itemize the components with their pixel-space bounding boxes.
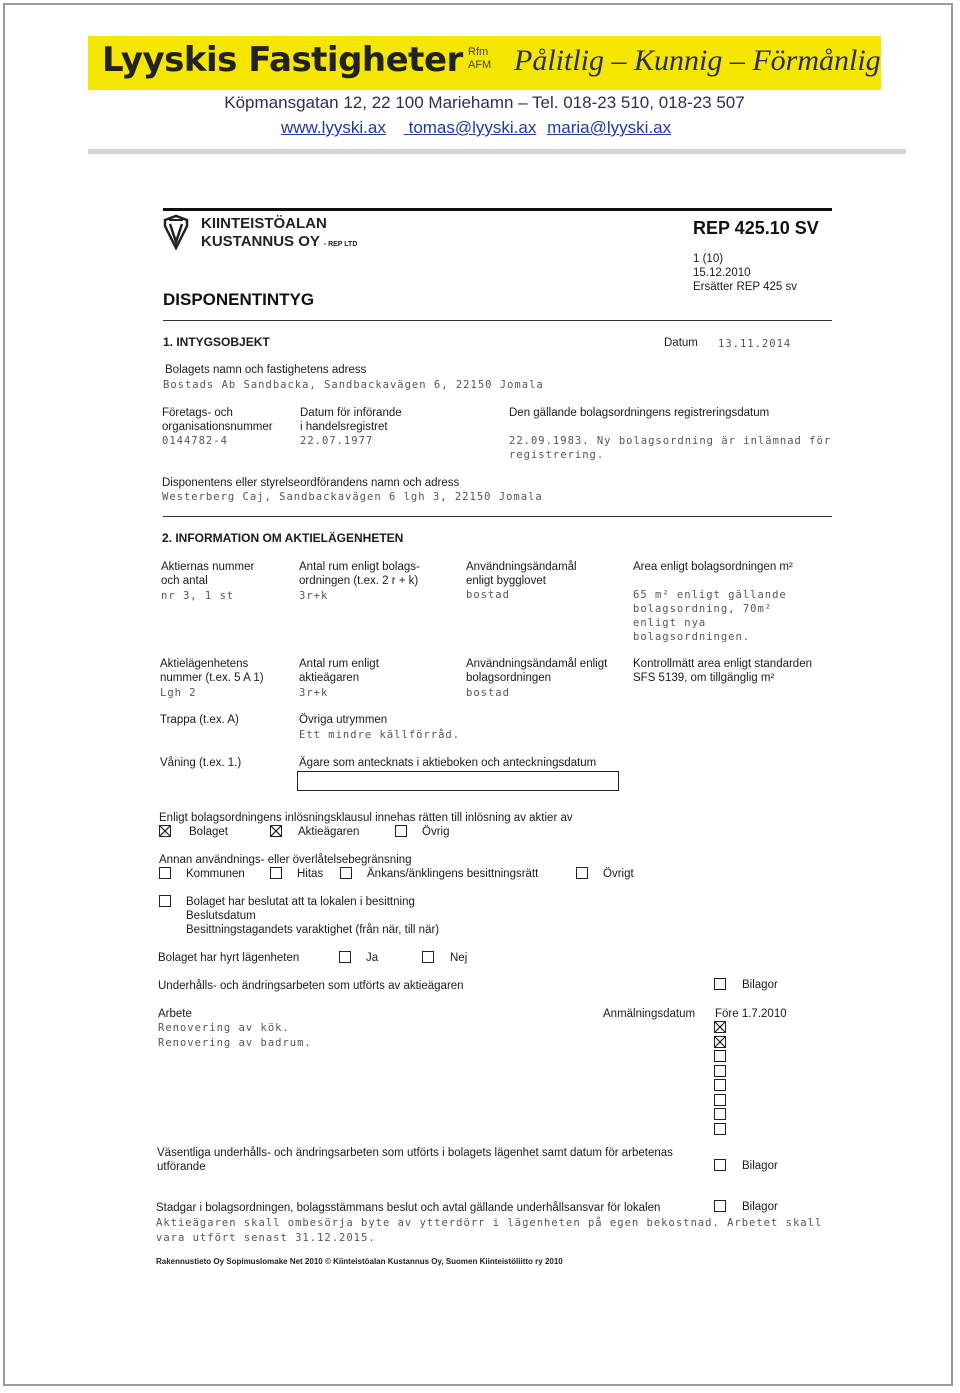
afm-line: AFM [468, 59, 492, 71]
checkbox-possession[interactable] [159, 895, 171, 907]
owner-field[interactable] [297, 771, 619, 791]
publisher-line-1: KIINTEISTÖALAN [201, 215, 327, 232]
publisher-line-2: KUSTANNUS OY [201, 233, 320, 250]
checkbox-ovrigt[interactable] [576, 867, 588, 879]
use2-label-1: Användningsändamål enligt [466, 658, 608, 670]
shares-value: nr 3, 1 st [161, 590, 235, 602]
before-date-label: Före 1.7.2010 [715, 1008, 787, 1020]
owner-label: Ägare som antecknats i aktieboken och anteckningsdatum [299, 757, 597, 769]
section-2-rule [163, 516, 832, 517]
notice-date-label: Anmälningsdatum [603, 1008, 696, 1020]
email-link-tomas[interactable]: tomas@lyyski.ax [408, 118, 537, 137]
form-replaces: Ersätter REP 425 sv [693, 281, 797, 293]
rooms2-label-2: aktieägaren [299, 672, 360, 684]
form-date: 15.12.2010 [693, 267, 751, 279]
company-label: Bolagets namn och fastighetens adress [165, 364, 367, 376]
redemption-label: Enligt bolagsordningens inlösningsklausul innehas rätten till inlösning av aktier av [159, 812, 573, 824]
rooms-label-2: ordningen (t.ex. 2 r + k) [299, 575, 419, 587]
decision-date-label: Beslutsdatum [186, 910, 256, 922]
website-link[interactable]: www.lyyski.ax [281, 118, 386, 137]
floor-label: Våning (t.ex. 1.) [160, 757, 242, 769]
label-bilagor-2: Bilagor [742, 1160, 778, 1172]
work-line-2: Renovering av badrum. [158, 1037, 312, 1049]
possession-label: Bolaget har beslutat att ta lokalen i besittning [186, 896, 415, 908]
rooms-label-1: Antal rum enligt bolags- [299, 561, 420, 573]
aptno-label-2: nummer (t.ex. 5 A 1) [160, 672, 264, 684]
label-kommunen: Kommunen [186, 868, 245, 880]
work-line-1: Renovering av kök. [158, 1022, 290, 1034]
checkbox-ovrig[interactable] [395, 825, 407, 837]
use-label-1: Användningsändamål [466, 561, 577, 573]
label-nej: Nej [450, 952, 468, 964]
use2-value: bostad [466, 687, 510, 699]
label-ja: Ja [366, 952, 379, 964]
other-spaces-value: Ett mindre källförråd. [299, 729, 461, 741]
publisher-name [201, 215, 357, 254]
reg-value: 22.07.1977 [300, 435, 374, 447]
rented-label: Bolaget har hyrt lägenheten [158, 952, 300, 964]
label-bolaget: Bolaget [189, 826, 229, 838]
use-value: bostad [466, 589, 510, 601]
label-ankans: Änkans/änklingens besittningsrätt [367, 868, 539, 880]
label-hitas: Hitas [297, 868, 324, 880]
check-cross-icon [271, 826, 281, 836]
checkbox-kommunen[interactable] [159, 867, 171, 879]
label-ovrigt: Övrigt [603, 868, 634, 880]
check-cross-icon [715, 1022, 725, 1032]
area-label: Area enligt bolagsordningen m² [633, 561, 793, 573]
rooms-value: 3r+k [299, 590, 329, 602]
slogan: Pålitlig – Kunnig – Förmånlig [514, 44, 881, 77]
checkbox-ankans[interactable] [340, 867, 352, 879]
bylaws-resp-line-1: Aktieägaren skall ombesörja byte av ytterdörr i lägenheten på egen bekostnad. Arbetet skall [156, 1217, 823, 1229]
form-code: REP 425.10 SV [693, 218, 819, 238]
bylaws-resp-line-2: vara utfört senast 31.12.2015. [156, 1232, 376, 1244]
brand-name: Lyyskis Fastigheter [102, 40, 463, 80]
manager-value: Westerberg Caj, Sandbackavägen 6 lgh 3, 22150 Jomala [162, 491, 543, 503]
orgnr-label-2: organisationsnummer [162, 421, 273, 433]
label-bilagor-3: Bilagor [742, 1201, 778, 1213]
work-checkbox[interactable] [714, 1079, 726, 1091]
restriction-label: Annan användnings- eller överlåtelsebegränsning [159, 854, 412, 866]
work-label: Arbete [158, 1008, 192, 1020]
rooms2-value: 3r+k [299, 687, 329, 699]
label-aktieagaren: Aktieägaren [298, 826, 360, 838]
form-top-rule [163, 208, 832, 211]
bylaws-resp-label: Stadgar i bolagsordningen, bolagsstämmans beslut och avtal gällande underhållsansvar för lokalen [156, 1202, 661, 1214]
work-checkbox[interactable] [714, 1094, 726, 1106]
checkbox-bilagor-2[interactable] [714, 1159, 726, 1171]
section-2-heading: 2. INFORMATION OM AKTIELÄGENHETEN [162, 531, 404, 545]
publisher-logo-icon [163, 214, 189, 250]
work-checkbox[interactable] [714, 1065, 726, 1077]
bylaws-reg-value-1: 22.09.1983. Ny bolagsordning är inlämnad för [509, 435, 832, 447]
checkbox-nej[interactable] [422, 951, 434, 963]
reg-label-1: Datum för införande [300, 407, 402, 419]
measured-label-1: Kontrollmätt area enligt standarden [633, 658, 812, 670]
section-1-heading: 1. INTYGSOBJEKT [163, 335, 270, 349]
check-cross-icon [715, 1037, 725, 1047]
other-spaces-label: Övriga utrymmen [299, 714, 388, 726]
shares-label-1: Aktiernas nummer [161, 561, 255, 573]
checkbox-ja[interactable] [339, 951, 351, 963]
area-value-4: bolagsordningen. [633, 631, 751, 643]
orgnr-value: 0144782-4 [162, 435, 228, 447]
publisher-suffix: - REP LTD [323, 241, 358, 248]
rooms2-label-1: Antal rum enligt [299, 658, 379, 670]
measured-label-2: SFS 5139, om tillgänglig m² [633, 672, 775, 684]
work-checkbox[interactable] [714, 1021, 726, 1033]
checkbox-bolaget[interactable] [159, 825, 171, 837]
orgnr-label-1: Företags- och [162, 407, 233, 419]
form-footer: Rakennustieto Oy Sopimuslomake Net 2010 © Kiinteistöalan Kustannus Oy, Suomen Kiinteistöliitto ry 2010 [156, 1257, 563, 1266]
datum-label: Datum [664, 337, 698, 349]
work-checkbox[interactable] [714, 1036, 726, 1048]
checkbox-hitas[interactable] [270, 867, 282, 879]
section-1-rule [163, 320, 832, 321]
checkbox-bilagor-1[interactable] [714, 978, 726, 990]
page-count: 1 (10) [693, 253, 724, 265]
manager-label: Disponentens eller styrelseordförandens namn och adress [162, 477, 460, 489]
area-value-1: 65 m² enligt gällande [633, 589, 787, 601]
bylaws-reg-value-2: registrering. [509, 449, 605, 461]
form-title: DISPONENTINTYG [163, 290, 315, 309]
datum-value: 13.11.2014 [718, 338, 792, 350]
reg-label-2: i handelsregistret [300, 421, 388, 433]
major-works-label-2: utförande [157, 1161, 206, 1173]
checkbox-bilagor-3[interactable] [714, 1200, 726, 1212]
area-value-3: enligt nya [633, 617, 707, 629]
checkbox-aktieagaren[interactable] [270, 825, 282, 837]
work-checkbox[interactable] [714, 1108, 726, 1120]
stair-label: Trappa (t.ex. A) [160, 714, 239, 726]
work-checkbox[interactable] [714, 1050, 726, 1062]
major-works-label-1: Väsentliga underhålls- och ändringsarbeten som utförts i bolagets lägenhet samt datum för arbetenas [157, 1147, 673, 1159]
maintenance-label: Underhålls- och ändringsarbeten som utförts av aktieägaren [158, 980, 464, 992]
letterhead-address: Köpmansgatan 12, 22 100 Mariehamn – Tel. 018-23 510, 018-23 507 [224, 93, 745, 112]
bylaws-reg-label: Den gällande bolagsordningens registreringsdatum [509, 407, 770, 419]
area-value-2: bolagsordning, 70m² [633, 603, 773, 615]
label-bilagor-1: Bilagor [742, 979, 778, 991]
use2-label-2: bolagsordningen [466, 672, 552, 684]
aptno-value: Lgh 2 [160, 687, 197, 699]
aptno-label-1: Aktielägenhetens [160, 658, 249, 670]
company-value: Bostads Ab Sandbacka, Sandbackavägen 6, 22150 Jomala [163, 379, 544, 391]
label-ovrig: Övrig [422, 826, 450, 838]
work-checkbox[interactable] [714, 1123, 726, 1135]
use-label-2: enligt bygglovet [466, 575, 546, 587]
duration-label: Besittningstagandets varaktighet (från när, till när) [186, 924, 440, 936]
rfm-line: Rfm [468, 46, 489, 58]
shares-label-2: och antal [161, 575, 208, 587]
check-cross-icon [160, 826, 170, 836]
email-link-maria[interactable]: maria@lyyski.ax [547, 118, 672, 137]
